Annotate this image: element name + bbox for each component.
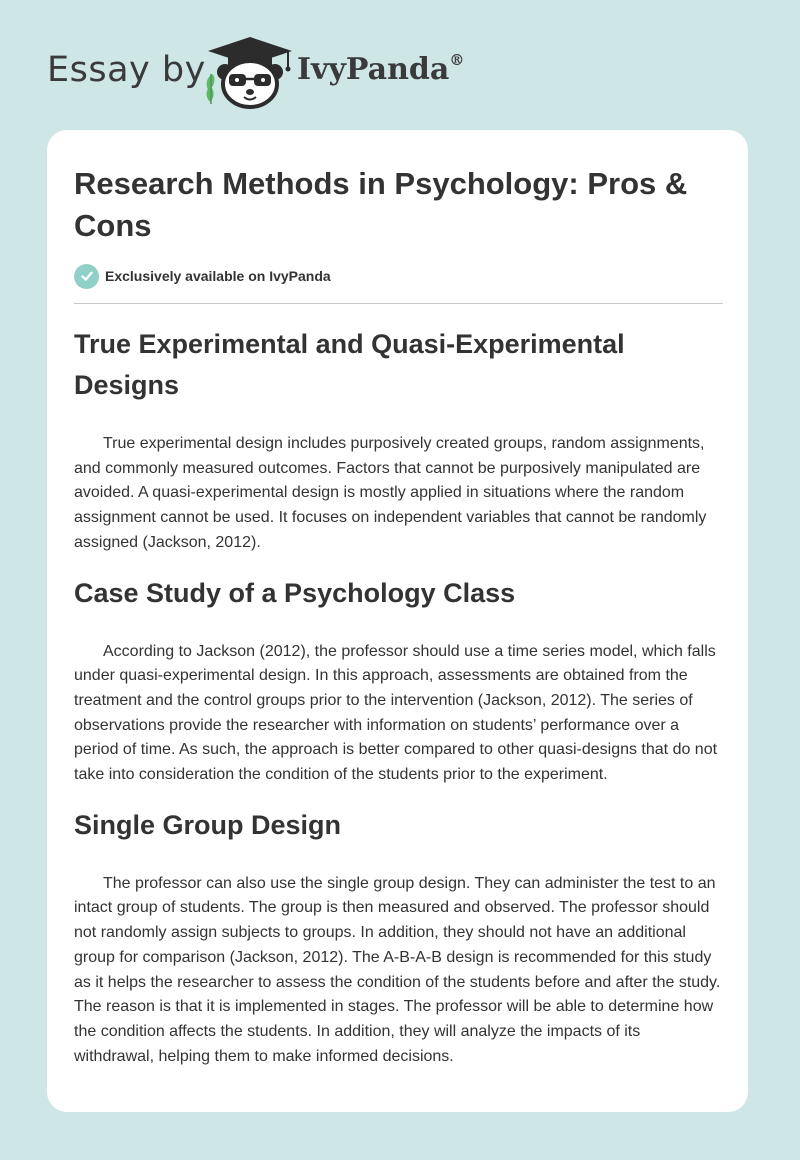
brand-label: IvyPanda [297,52,450,87]
section-paragraph: True experimental design includes purposively created groups, random assignments, and commonly measured outcomes. Factors that cannot be purposively manipulated are avoided. A quasi-experimental design is mostly applied in situations where the random assignment cannot be used. It focuses on independent variables that cannot be randomly assigned (Jackson, 2012). [74,435,707,551]
essay-by-label: Essay by [47,50,206,90]
exclusive-label: Exclusively available on IvyPanda [105,268,331,284]
article-title: Research Methods in Psychology: Pros & Cons [74,166,688,243]
article-content [74,324,724,1069]
section-heading: Case Study of a Psychology Class [74,577,516,608]
site-header [0,0,800,120]
divider [74,303,723,304]
section-heading: True Experimental and Quasi-Experimental Designs [74,329,625,400]
section-paragraph: The professor can also use the single group design. They can administer the test to an intact group of students. The group is then measured and observed. The professor should not randomly assign subjects to groups. In addition, they should not have an additional group for comparison (Jackson, 2012). The A-B-A-B design is recommended for this study as it helps the researcher to assess the condition of the students before and after the study. The reason is that it is implemented in stages. The professor will be able to determine how the condition affects the students. In addition, they will analyze the impacts of its withdrawal, helping them to make informed decisions. [74,874,721,1065]
section-heading: Single Group Design [74,809,342,840]
article-card [47,130,748,1112]
section-experimental-designs [74,324,724,556]
check-icon [74,264,99,289]
panda-graduate-icon[interactable] [200,34,300,110]
section-case-study [74,573,724,788]
section-single-group-design [74,805,724,1070]
section-paragraph: According to Jackson (2012), the professor should use a time series model, which falls under quasi-experimental design. In this approach, assessments are obtained from the treatment and the control groups prior to the intervention (Jackson, 2012). The series of observations provide the researcher with information on students’ performance over a period of time. As such, the approach is better compared to other quasi-designs that do not take into consideration the condition of the students prior to the experiment. [74,642,718,784]
exclusive-badge [74,263,331,289]
brand-name[interactable] [297,52,464,87]
registered-mark: ® [449,51,465,69]
